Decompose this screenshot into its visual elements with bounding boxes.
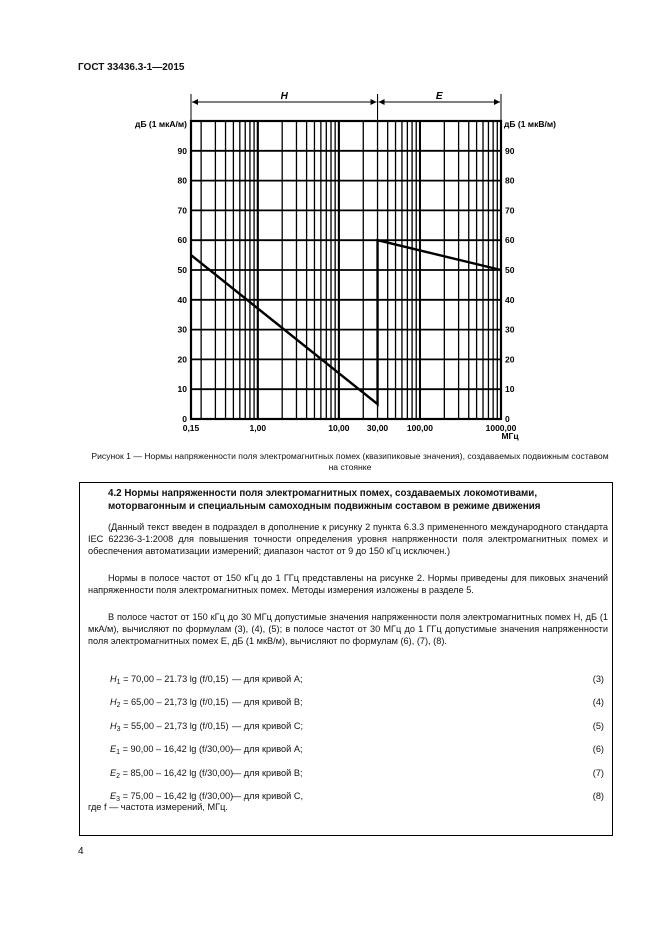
page-number: 4 — [78, 846, 84, 857]
x-tick-label: 1000,00 — [485, 423, 517, 433]
y-tick-label-right: 90 — [505, 145, 515, 156]
y-axis-title-left: дБ (1 мкА/м) — [135, 119, 187, 129]
x-unit-label: МГц — [501, 431, 519, 441]
section-title-line2: моторвагонным и специальным самоходным подвижным составом в режиме движения — [108, 501, 541, 512]
formula-number: (8) — [592, 791, 604, 801]
section-box — [79, 482, 613, 836]
y-tick-label-left: 90 — [177, 145, 187, 156]
paragraph-norms: Нормы в полосе частот от 150 кГц до 1 ГГц представлены на рисунке 2. Нормы приведены для пиковых значений напряженности поля электромагнитных помех. Методы измерения изложены в разделе 5. — [88, 573, 608, 596]
band-markers — [191, 91, 501, 121]
formula-expression: $E_3 = 75,00 - 16,42$ lg (f/30,00) — [110, 791, 234, 803]
y-tick-label-left: 70 — [177, 205, 187, 216]
y-tick-label-right: 60 — [505, 235, 515, 246]
limit-curve — [191, 240, 501, 404]
formula-number: (7) — [592, 767, 604, 778]
formula-expression: $H_1 = 70,00 - 21.73$ lg (f/0,15) — [110, 674, 229, 686]
y-tick-label-right: 20 — [505, 354, 515, 365]
paragraph-formulas: В полосе частот от 150 кГц до 30 МГц допустимые значения напряженности поля электромагнитных помех H, дБ (1 мкА/м), вычисляют по формулам (3), (4), (5); в полосе частот от 30 МГц до 1 ГГц допустимые значения напряженности поля электромагнитных помех E, дБ (1 мкВ/м), вычисляют по формулам (6), (7), (8). — [88, 612, 608, 647]
y-tick-label-left: 50 — [177, 265, 187, 275]
band-label: H — [280, 91, 288, 102]
emission-limit-chart — [0, 0, 661, 450]
y-tick-label-left: 40 — [177, 294, 187, 305]
formula-number: (3) — [592, 674, 604, 684]
formula-note: — для кривой С, — [232, 791, 304, 801]
formula-number: (5) — [592, 720, 604, 731]
formula-expression: $H_3 = 55,00 - 21,73$ lg (f/0,15) — [110, 720, 229, 733]
band-arrowhead — [192, 99, 198, 105]
x-tick-label: 100,00 — [406, 423, 433, 433]
y-tick-label-right: 0 — [505, 414, 510, 424]
formula-note: — для кривой А; — [232, 674, 303, 684]
x-tick-label: 0,15 — [182, 423, 200, 433]
band-arrowhead — [371, 99, 377, 105]
x-tick-label: 30,00 — [366, 423, 389, 433]
band-arrowhead — [379, 99, 385, 105]
formula-expression: $E_1 = 90,00 - 16,42$ lg (f/30,00) — [110, 744, 234, 757]
y-tick-label-right: 80 — [505, 175, 515, 186]
band-arrowhead — [494, 99, 500, 105]
x-tick-label: 1,00 — [249, 423, 267, 433]
figure-caption: Рисунок 1 — Нормы напряженности поля электромагнитных помех (квазипиковые значения), создаваемых подвижным составом на стоянке — [91, 451, 609, 472]
formula-note: — для кривой В; — [232, 697, 303, 708]
document-header: ГОСТ 33436.3-1—2015 — [78, 62, 185, 73]
y-tick-label-left: 0 — [182, 414, 187, 424]
x-tick-label: 10,00 — [328, 423, 350, 433]
y-tick-label-right: 50 — [505, 265, 515, 275]
paragraph-intro: (Данный текст введен в подраздел в дополнение к рисунку 2 пункта 6.3.3 примененного международного стандарта IEC 62236-3-1:2008 для повышения точности определения уровня напряженности поля электромагнитных помех и обеспечения автоматизации измерений; диапазон частот от 9 до 150 кГц исключен.) — [88, 522, 608, 557]
formula-note: — для кривой С; — [232, 720, 304, 731]
formula-note: — для кривой А; — [232, 744, 303, 755]
y-tick-label-left: 10 — [177, 384, 187, 395]
y-tick-label-left: 60 — [177, 235, 187, 246]
section-title — [108, 487, 608, 513]
y-tick-label-right: 70 — [505, 205, 515, 216]
chart-series — [191, 240, 501, 404]
y-tick-label-left: 80 — [177, 175, 187, 186]
section-title-line1: 4.2 Нормы напряженности поля электромагнитных помех, создаваемых локомотивами, — [108, 488, 538, 499]
y-tick-label-left: 20 — [177, 354, 187, 365]
formula-number: (6) — [592, 744, 604, 755]
y-axis-title-right: дБ (1 мкВ/м) — [504, 119, 556, 129]
formula-note: — для кривой В; — [232, 767, 303, 778]
chart-grid — [191, 121, 501, 419]
formula-number: (4) — [592, 697, 604, 708]
y-tick-label-right: 30 — [505, 324, 515, 335]
formula-expression: $E_2 = 85,00 - 16,42$ lg (f/30,00) — [110, 767, 234, 780]
y-tick-label-right: 40 — [505, 294, 515, 305]
y-tick-label-left: 30 — [177, 324, 187, 335]
formula-expression: $H_2 = 65,00 - 21,73$ lg (f/0,15) — [110, 697, 229, 710]
y-tick-label-right: 10 — [505, 384, 515, 395]
where-text: где f — частота измерений, МГц. — [88, 802, 228, 812]
band-label: E — [435, 91, 443, 102]
